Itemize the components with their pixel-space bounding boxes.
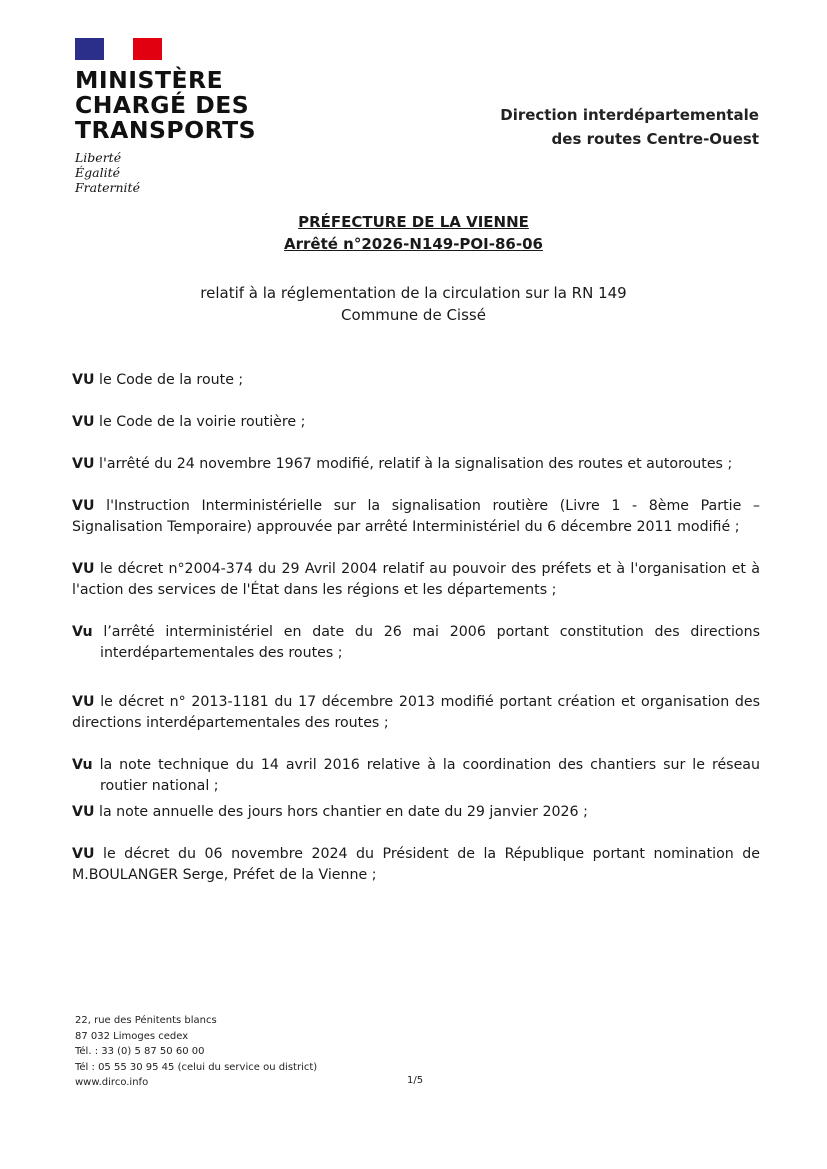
- visa-item: VU le Code de la route ;: [72, 372, 244, 388]
- document-subject: relatif à la réglementation de la circulation sur la RN 149 Commune de Cissé: [200, 284, 627, 324]
- visa-item: VU la note annuelle des jours hors chantier en date du 29 janvier 2026 ;: [72, 804, 588, 820]
- arrete-number: Arrêté n°2026-N149-POI-86-06: [284, 235, 543, 253]
- marianne-profile-icon: [105, 41, 135, 60]
- footer-address: 22, rue des Pénitents blancs 87 032 Limoges cedex Tél. : 33 (0) 5 87 50 60 00 Tél : 05 55 30 95 45 (celui du service ou district) www.dirco.info: [75, 1013, 317, 1091]
- document-title: [0, 211, 827, 255]
- prefecture-heading: PRÉFECTURE DE LA VIENNE: [298, 213, 529, 231]
- republic-motto: Liberté Égalité Fraternité: [75, 150, 140, 195]
- visa-item: Vu l’arrêté interministériel en date du 26 mai 2006 portant constitution des directions interdépartementales des routes ;: [72, 624, 760, 661]
- website-link[interactable]: www.dirco.info: [75, 1077, 149, 1088]
- ministry-name: MINISTÈRE CHARGÉ DES TRANSPORTS: [75, 66, 257, 144]
- marianne-flag-icon: [75, 38, 162, 60]
- visa-item: VU le décret n°2004-374 du 29 Avril 2004 relatif au pouvoir des préfets et à l'organisation et à l'action des services de l'État dans les régions et les départements ;: [72, 561, 760, 598]
- ministry-logo: [75, 38, 315, 195]
- visa-item: VU le décret du 06 novembre 2024 du Président de la République portant nomination de M.BOULANGER Serge, Préfet de la Vienne ;: [72, 846, 760, 883]
- visas-list: [72, 370, 760, 886]
- visa-item: VU le décret n° 2013-1181 du 17 décembre 2013 modifié portant création et organisation des directions interdépartementales des routes ;: [72, 694, 760, 731]
- visa-item: VU le Code de la voirie routière ;: [72, 414, 306, 430]
- visa-item: VU l'arrêté du 24 novembre 1967 modifié, relatif à la signalisation des routes et autoroutes ;: [72, 456, 733, 472]
- visa-item: Vu la note technique du 14 avril 2016 relative à la coordination des chantiers sur le réseau routier national ;: [72, 757, 760, 794]
- direction-name: Direction interdépartementale des routes Centre-Ouest: [500, 106, 759, 148]
- visa-item: VU l'Instruction Interministérielle sur la signalisation routière (Livre 1 - 8ème Partie – Signalisation Temporaire) approuvée par arrêté Interministériel du 6 décembre 2011 modifié ;: [72, 498, 761, 535]
- page-number: 1/5: [407, 1075, 424, 1086]
